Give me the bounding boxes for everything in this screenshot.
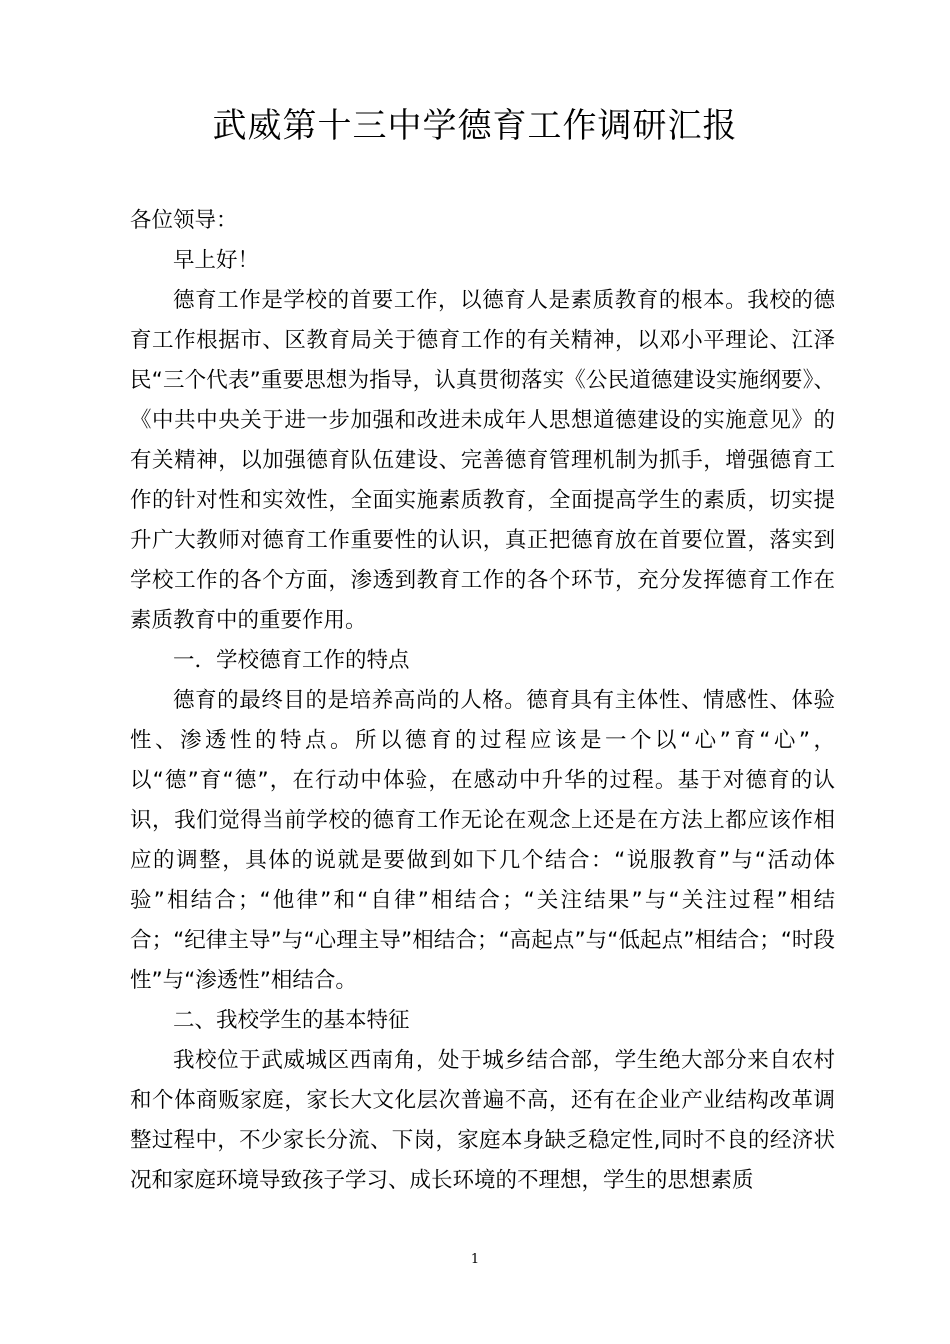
intro-paragraph: 德育工作是学校的首要工作，以德育人是素质教育的根本。我校的德育工作根据市、区教育局关于德育工作的有关精神，以邓小平理论、江泽民“三个代表”重要思想为指导，认真贯彻落实《公民道德建设实施纲要》、《中共中央关于进一步加强和改进未成年人思想道德建设的实施意见》的有关精神，以加强德育队伍建设、完善德育管理机制为抓手，增强德育工作的针对性和实效性，全面实施素质教育，全面提高学生的素质，切实提升广大教师对德育工作重要性的认识，真正把德育放在首要位置，落实到学校工作的各个方面，渗透到教育工作的各个环节，充分发挥德育工作在素质教育中的重要作用。 xyxy=(130,288,835,633)
section-1-paragraph: 德育的最终目的是培养高尚的人格。德育具有主体性、情感性、体验性、渗透性的特点。所以德育的过程应该是一个以“心”育“心”，以“德”育“德”，在行动中体验，在感动中升华的过程。基于对德育的认识，我们觉得当前学校的德育工作无论在观念上还是在方法上都应该作相应的调整，具体的说就是要做到如下几个结合：“说服教育”与“活动体验”相结合；“他律”和“自律”相结合；“关注结果”与“关注过程”相结合；“纪律主导”与“心理主导”相结合；“高起点”与“低起点”相结合；“时段性”与“渗透性”相结合。 xyxy=(130,688,835,993)
section-2-heading: 二、我校学生的基本特征 xyxy=(173,1008,410,1033)
salutation: 各位领导： xyxy=(130,208,238,233)
section-2-paragraph: 我校位于武威城区西南角，处于城乡结合部，学生绝大部分来自农村和个体商贩家庭，家长大文化层次普遍不高，还有在企业产业结构改革调整过程中，不少家长分流、下岗，家庭本身缺乏稳定性,同时不良的经济状况和家庭环境导致孩子学习、成长环境的不理想，学生的思想素质 xyxy=(130,1048,835,1193)
page-number: 1 xyxy=(470,1252,480,1267)
document-body xyxy=(130,201,835,1201)
section-1-heading: 一．学校德育工作的特点 xyxy=(173,648,410,673)
greeting: 早上好！ xyxy=(173,248,260,273)
document-title: 武威第十三中学德育工作调研汇报 xyxy=(212,106,738,146)
